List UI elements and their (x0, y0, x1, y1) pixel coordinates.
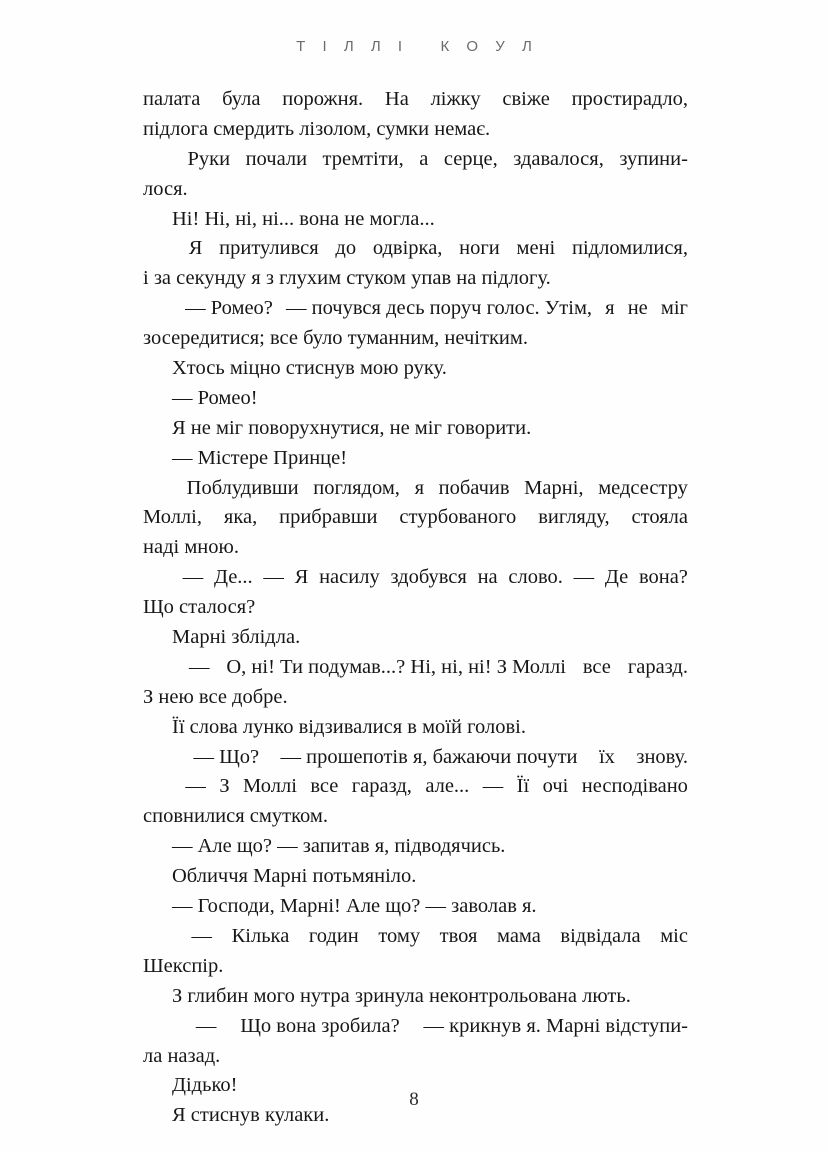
line-word: яка, (223, 506, 258, 529)
line-word: мені (516, 237, 556, 260)
line-word: все (310, 775, 339, 798)
line-word: гаразд, (351, 775, 412, 798)
text-line (143, 775, 688, 805)
text-line (143, 297, 688, 327)
line-word: простирадло, (571, 88, 688, 110)
text-line (143, 88, 688, 118)
line-text: Дідько! (172, 1074, 238, 1097)
line-word: прибравши (279, 506, 378, 529)
line-word: — прошепотів я, бажаючи почути (280, 745, 578, 768)
line-word: стояла (631, 506, 688, 529)
line-word: серце, (443, 147, 498, 170)
line-word: — (188, 655, 210, 678)
line-word: — крикнув я. Марні відступи- (423, 1014, 688, 1037)
text-line (143, 477, 688, 507)
line-word: Моллі, (143, 506, 202, 529)
line-text: Я стиснув кулаки. (172, 1104, 330, 1127)
text-line (143, 417, 688, 447)
line-text: Її слова лунко відзивалися в моїй голові. (172, 715, 526, 738)
line-word: тому (378, 924, 421, 947)
line-text: Хтось міцно стиснув мою руку. (172, 357, 447, 380)
line-text: — Містере Принце! (172, 446, 348, 469)
line-word: — (185, 775, 206, 798)
text-line (143, 178, 688, 208)
line-word: — (573, 566, 595, 589)
line-word: — (195, 1014, 217, 1037)
line-word: палата (143, 88, 201, 110)
line-text: — Ромео! (172, 386, 258, 409)
text-line (143, 1015, 688, 1045)
line-word: — (482, 775, 504, 798)
text-line (143, 716, 688, 746)
line-word: несподівано (581, 775, 688, 798)
line-word: здобувся (390, 566, 467, 589)
line-text: ла назад. (143, 1044, 221, 1067)
line-word: Що вона зробила? (240, 1014, 400, 1037)
text-line (143, 536, 688, 566)
line-word: здавалося, (513, 147, 604, 170)
line-word: ліжку (430, 88, 481, 110)
line-word: гаразд. (627, 655, 688, 678)
line-word: порожня. (282, 88, 364, 110)
line-word: мама (497, 924, 541, 947)
line-text: сповнилися смутком. (143, 805, 328, 828)
line-word: вона? (638, 566, 688, 589)
line-word: Де... (213, 566, 253, 589)
line-word: побачив (438, 476, 510, 499)
line-word: зупини- (619, 147, 688, 170)
line-word: Я (294, 566, 309, 589)
line-word: а (419, 147, 429, 170)
line-word: притулився (219, 237, 319, 260)
line-word: — (182, 566, 204, 589)
text-line (143, 925, 688, 955)
line-word: я (414, 476, 424, 499)
line-word: — Ромео? (185, 297, 273, 320)
line-word: — почувся десь поруч голос. Утім, (285, 297, 593, 320)
line-text: зосередитися; все було туманним, нечітким. (143, 327, 528, 350)
text-line (143, 835, 688, 865)
line-word: З (219, 775, 230, 798)
line-word: відвідала (560, 924, 641, 947)
line-text: і за секунду я з глухим стуком упав на підлогу. (143, 267, 551, 290)
text-line (143, 596, 688, 626)
line-word: Я (188, 237, 203, 260)
line-text: Марні зблідла. (172, 626, 301, 649)
text-line (143, 387, 688, 417)
text-line (143, 357, 688, 387)
line-word: я (605, 297, 615, 320)
text-line (143, 148, 688, 178)
line-word: Де (604, 566, 629, 589)
line-text: З нею все добре. (143, 685, 288, 708)
text-line (143, 955, 688, 985)
line-text: Що сталося? (143, 596, 256, 619)
line-text: З глибин мого нутра зринула неконтрольована лють. (172, 984, 631, 1007)
line-word: міс (660, 924, 688, 947)
line-word: була (222, 88, 261, 110)
page-number: 8 (409, 1089, 419, 1110)
line-word: до (335, 237, 357, 260)
text-line (143, 267, 688, 297)
line-word: все (582, 655, 611, 678)
text-line (143, 656, 688, 686)
line-word: годин (308, 924, 359, 947)
line-word: медсестру (598, 476, 688, 499)
running-header-author: Т І Л Л І К О У Л (296, 38, 539, 55)
line-word: слово. (508, 566, 563, 589)
line-word: знову. (636, 745, 688, 768)
line-word: вигляду, (538, 506, 610, 529)
text-line (143, 686, 688, 716)
body-text-block (143, 88, 688, 1134)
line-word: не (627, 297, 648, 320)
line-word: стурбованого (399, 506, 517, 529)
line-text: — Але що? — запитав я, підводячись. (172, 835, 506, 858)
text-line (143, 208, 688, 238)
line-word: На (384, 88, 409, 110)
line-word: — (263, 566, 284, 589)
line-word: — (191, 924, 213, 947)
text-line (143, 506, 688, 536)
line-text: підлога смердить лізолом, сумки немає. (143, 117, 491, 140)
line-word: насилу (319, 566, 380, 589)
line-text: Я не міг поворухнутися, не міг говорити. (172, 416, 532, 439)
text-line (143, 327, 688, 357)
line-text: лося. (143, 177, 188, 200)
text-line (143, 237, 688, 267)
line-word: на (477, 566, 498, 589)
text-line (143, 895, 688, 925)
line-word: міг (660, 297, 688, 320)
line-word: Поблудивши (186, 476, 299, 499)
line-word: Кілька (231, 924, 290, 947)
line-word: свіже (502, 88, 550, 110)
line-word: одвірка, (372, 237, 443, 260)
text-line (143, 865, 688, 895)
text-line (143, 805, 688, 835)
line-word: Марні, (524, 476, 584, 499)
line-word: твоя (439, 924, 478, 947)
line-text: наді мною. (143, 536, 239, 559)
text-line (143, 566, 688, 596)
line-word: але... (425, 775, 470, 798)
line-text: Шекспір. (143, 954, 224, 977)
line-text: Ні! Ні, ні, ні... вона не могла... (172, 207, 435, 230)
text-line (143, 1045, 688, 1075)
line-word: Її (516, 775, 530, 798)
line-word: очі (542, 775, 569, 798)
line-word: тремтіти, (322, 147, 404, 170)
text-line (143, 985, 688, 1015)
line-word: Руки (187, 147, 231, 170)
text-line (143, 746, 688, 776)
line-text: — Господи, Марні! Але що? — заволав я. (172, 895, 537, 918)
line-word: — Що? (193, 745, 260, 768)
line-text: Обличчя Марні потьмяніло. (172, 865, 417, 888)
text-line (143, 626, 688, 656)
line-word: ноги (459, 237, 500, 260)
line-word: підломилися, (572, 237, 688, 260)
line-word: їх (598, 745, 615, 768)
text-line (143, 447, 688, 477)
line-word: Моллі (243, 775, 297, 798)
text-line (143, 118, 688, 148)
line-word: поглядом, (313, 476, 400, 499)
line-word: О, ні! Ти подумав...? Ні, ні, ні! З Моллі (226, 655, 566, 678)
line-word: почали (245, 147, 308, 170)
